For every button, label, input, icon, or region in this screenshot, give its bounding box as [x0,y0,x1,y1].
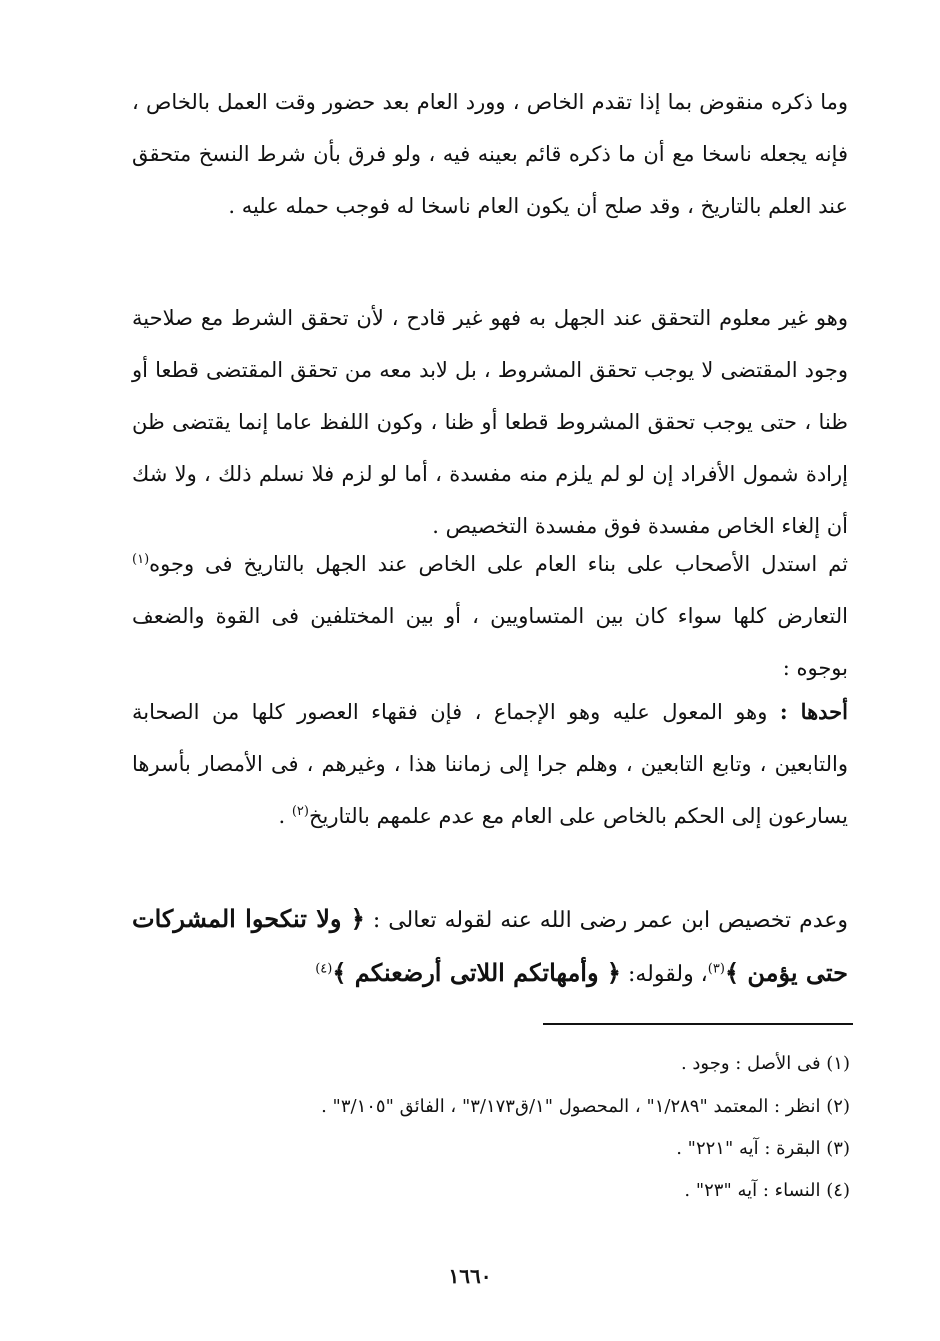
footnote-3: (٣) البقرة : آيه "٢٢١" . [676,1138,850,1159]
paragraph-5-text-a: وعدم تخصيص ابن عمر رضى الله عنه لقوله تعالى : [364,908,848,933]
paragraph-3 [132,538,848,694]
quran-quote-1: ﴿ ولا تنكحوا المشركات حتى يؤمن ﴾ [132,904,848,987]
page-number: ١٦٦٠ [448,1264,492,1288]
paragraph-2: وهو غير معلوم التحقق عند الجهل به فهو غير قادح ، لأن تحقق الشرط مع صلاحية وجود المقتضى لا يوجب تحقق المشروط ، بل لابد معه من تحقق المقتضى قطعا أو ظنا ، حتى يوجب تحقق المشروط قطعا أو ظنا ، وكون اللفظ عاما إنما يقتضى ظن إرادة شمول الأفراد إن لو لم يلزم منه مفسدة ، أما لو لزم فلا نسلم ذلك ، ولا شك أن إلغاء الخاص مفسدة فوق مفسدة التخصيص . [132,306,848,538]
footnote-ref-4: (٤) [315,961,333,977]
paragraph-4 [132,686,848,842]
footnote-ref-3: (٣) [707,961,725,977]
paragraph-3-text-b: التعارض كلها سواء كان بين المتساويين ، أو بين المختلفين فى القوة والضعف بوجوه : [132,604,848,680]
quran-quote-2: ﴿ وأمهاتكم اللاتى أرضعنكم ﴾ [332,958,621,987]
paragraph-5 [132,893,848,1001]
footnote-2: (٢) انظر : المعتمد "١/٢٨٩" ، المحصول "١/ق٣/١٧٣" ، الفائق "٣/١٠٥" . [321,1096,850,1117]
footnote-1: (١) فى الأصل : وجود . [680,1053,850,1074]
paragraph-4-text-b: . [278,804,292,828]
paragraph-4-text-a: وهو المعول عليه وهو الإجماع ، فإن فقهاء العصور كلها من الصحابة والتابعين ، وتابع التابعين ، وهلم جرا إلى زماننا هذا ، وغيرهم ، فى الأمصار بأسرها يسارعون إلى الحكم بالخاص على العام مع عدم علمهم بالتاريخ [132,700,848,828]
footnote-divider [543,1023,853,1025]
footnote-ref-1: (١) [132,552,150,567]
footnote-ref-2: (٢) [291,804,309,819]
paragraph-1: وما ذكره منقوض بما إذا تقدم الخاص ، وورد العام بعد حضور وقت العمل بالخاص ، فإنه يجعله ناسخا مع أن ما ذكره قائم بعينه فيه ، ولو فرق بأن شرط النسخ متحقق عند العلم بالتاريخ ، وقد صلح أن يكون العام ناسخا له فوجب حمله عليه . [132,90,848,218]
footnote-4: (٤) النساء : آيه "٢٣" . [684,1180,850,1201]
paragraph-5-text-b: ، ولقوله: [620,962,708,987]
paragraph-4-lead: أحدها : [779,699,848,724]
paragraph-3-text-a: ثم استدل الأصحاب على بناء العام على الخاص عند الجهل بالتاريخ فى وجوه [149,552,848,576]
